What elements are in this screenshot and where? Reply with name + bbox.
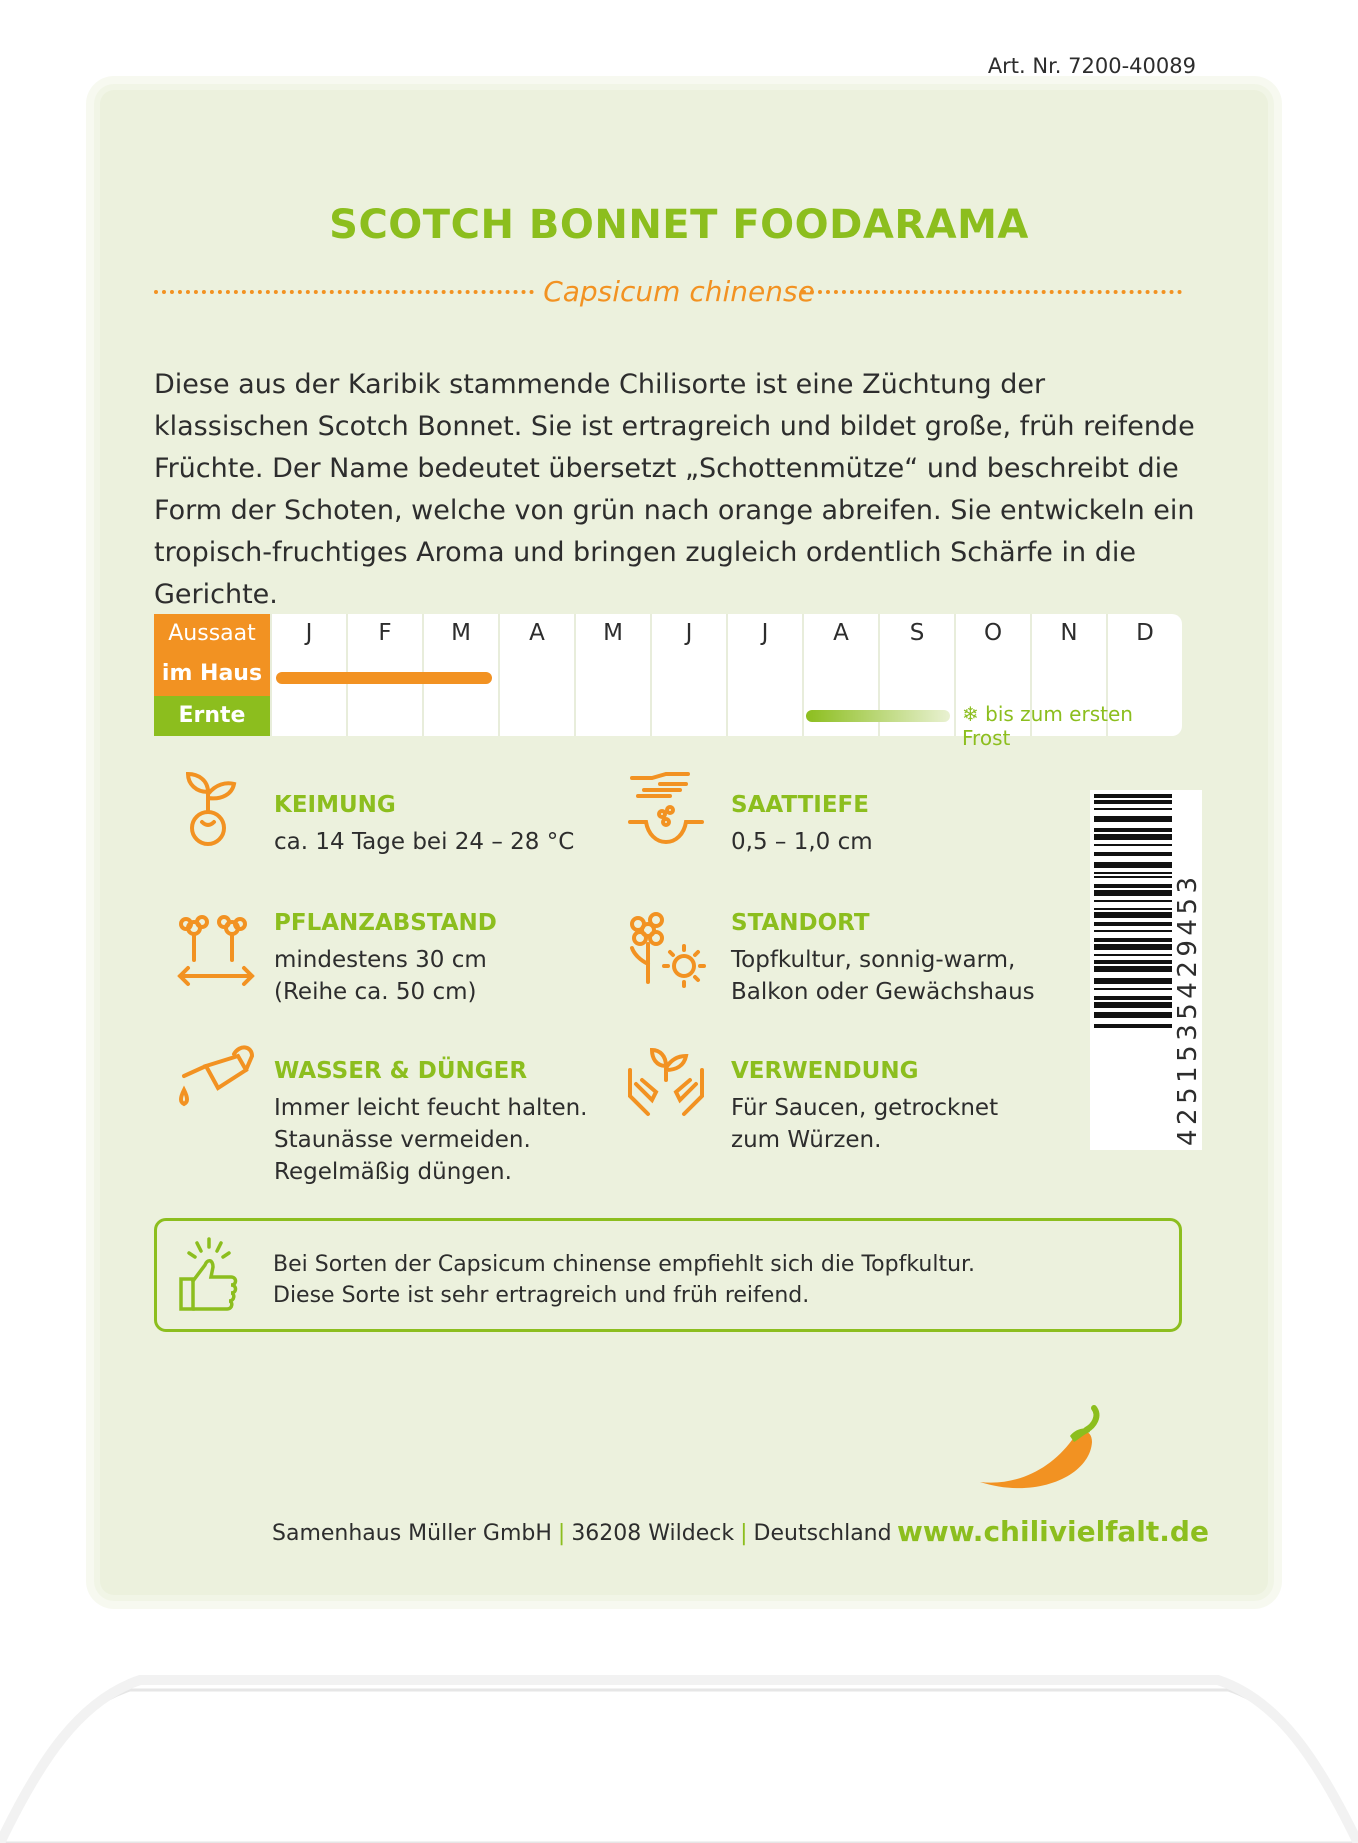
tip-text [273, 1249, 975, 1311]
tip-line-1: Bei Sorten der Capsicum chinense empfiehlt sich die Topfkultur. [273, 1252, 976, 1277]
info-saattiefe [731, 792, 1091, 858]
calendar-month: M [422, 614, 498, 736]
barcode-bar [1094, 988, 1172, 990]
barcode-bar [1094, 876, 1172, 878]
harvest-period-bar [806, 710, 950, 722]
wasser-line: Staunässe vermeiden. [274, 1127, 531, 1153]
calendar-month: S [878, 614, 954, 736]
frost-note-text: bis zum ersten Frost [962, 702, 1133, 750]
saattiefe-title: SAATTIEFE [731, 792, 869, 818]
barcode-bar [1094, 912, 1172, 918]
barcode-bar [1094, 900, 1172, 902]
calendar-month: J [270, 614, 346, 736]
barcode-number: 4251535429453 [1173, 872, 1203, 1146]
barcode-bar [1094, 834, 1172, 840]
barcode-bar [1094, 828, 1172, 832]
frost-note [962, 702, 1182, 750]
tip-box [154, 1218, 1182, 1332]
barcode-bar [1094, 966, 1172, 972]
packet-flap [0, 1650, 1358, 1843]
product-description: Diese aus der Karibik stammende Chilisorte ist eine Züchtung der klassischen Scotch Bonnet. Sie ist ertragreich und bildet große, früh reifende Früchte. Der Name bedeutet übersetzt „Schottenmütze“ und beschreibt die Form der Schoten, welche von grün nach orange abreifen. Sie entwickeln ein tropisch-fruchtiges Aroma und bringen zugleich ordentlich Schärfe in die Gerichte. [154, 369, 1195, 610]
calendar-label-aussaat: Aussaat [154, 614, 270, 654]
info-standort [731, 910, 1091, 1008]
barcode-bar [1094, 816, 1172, 822]
barcode-bar [1094, 908, 1172, 910]
wasser-line: Regelmäßig düngen. [274, 1159, 512, 1185]
footer-separator: | [557, 1521, 566, 1546]
pflanzabstand-line: mindestens 30 cm [274, 947, 487, 973]
saattiefe-line: 0,5 – 1,0 cm [731, 829, 873, 855]
barcode-bar [1094, 1012, 1172, 1018]
barcode-bar [1094, 978, 1172, 984]
calendar-month: O [954, 614, 1030, 736]
barcode-bar [1094, 890, 1172, 896]
thumbs-up-icon [175, 1235, 245, 1315]
calendar-month: N [1030, 614, 1106, 736]
sow-period-bar [276, 672, 492, 684]
barcode-bar [1094, 872, 1172, 874]
barcode-bar [1094, 1024, 1172, 1028]
standort-line: Balkon oder Gewächshaus [731, 979, 1035, 1005]
barcode-bar [1094, 884, 1172, 888]
calendar-month: D [1106, 614, 1182, 736]
verwendung-line: Für Saucen, getrocknet [731, 1095, 999, 1121]
company-name: Samenhaus Müller GmbH [272, 1521, 552, 1546]
barcode-bar [1094, 954, 1172, 956]
footer-address [272, 1521, 892, 1546]
calendar-month: A [802, 614, 878, 736]
flowers-spacing-icon [176, 910, 256, 990]
barcode-bar [1094, 800, 1172, 804]
company-country: Deutschland [753, 1521, 892, 1546]
verwendung-title: VERWENDUNG [731, 1058, 919, 1084]
calendar-label-ernte: Ernte [154, 696, 270, 736]
chili-pepper-icon [976, 1400, 1106, 1510]
barcode-bar [1094, 808, 1172, 810]
verwendung-line: zum Würzen. [731, 1127, 882, 1153]
standort-line: Topfkultur, sonnig-warm, [731, 947, 1016, 973]
barcode-bar [1094, 794, 1172, 798]
calendar-month: J [726, 614, 802, 736]
pflanzabstand-line: (Reihe ca. 50 cm) [274, 979, 477, 1005]
flower-sun-icon [626, 910, 706, 990]
tip-line-2: Diese Sorte ist sehr ertragreich und früh reifend. [273, 1283, 810, 1308]
barcode-bar [1094, 938, 1172, 942]
barcode-bar [1094, 844, 1172, 846]
hand-seed-icon [626, 770, 706, 850]
wasser-title: WASSER & DÜNGER [274, 1058, 528, 1084]
wasser-line: Immer leicht feucht halten. [274, 1095, 588, 1121]
sowing-calendar [154, 614, 1182, 750]
company-city: 36208 Wildeck [571, 1521, 735, 1546]
calendar-month: M [574, 614, 650, 736]
hands-plant-icon [626, 1040, 706, 1120]
barcode-bar [1094, 862, 1172, 868]
barcode-bar [1094, 852, 1172, 856]
footer-separator: | [740, 1521, 748, 1546]
latin-name: Capsicum chinense [543, 275, 815, 308]
seedling-icon [176, 770, 256, 850]
barcode-bar [1094, 930, 1172, 932]
keimung-line: ca. 14 Tage bei 24 – 28 °C [274, 829, 575, 855]
barcode-bar [1094, 996, 1172, 1000]
snowflake-icon: ❄ [962, 702, 979, 726]
info-keimung [274, 792, 634, 858]
barcode-bar [1094, 922, 1172, 926]
calendar-month: J [650, 614, 726, 736]
website-url: www.chilivielfalt.de [897, 1515, 1209, 1548]
keimung-title: KEIMUNG [274, 792, 396, 818]
barcode-bar [1094, 944, 1172, 950]
info-wasser-duenger [274, 1058, 634, 1188]
info-verwendung [731, 1058, 1091, 1156]
barcode-bar [1094, 960, 1172, 964]
barcode-bar [1094, 1002, 1172, 1008]
calendar-label-im-haus: im Haus [154, 654, 270, 696]
calendar-month: A [498, 614, 574, 736]
info-pflanzabstand [274, 910, 634, 1008]
calendar-month: F [346, 614, 422, 736]
article-number: Art. Nr. 7200-40089 [987, 54, 1196, 78]
product-title: SCOTCH BONNET FOODARAMA [329, 202, 1029, 248]
pflanzabstand-title: PFLANZABSTAND [274, 910, 497, 936]
standort-title: STANDORT [731, 910, 870, 936]
watering-can-icon [176, 1040, 256, 1120]
barcode [1090, 790, 1202, 1150]
